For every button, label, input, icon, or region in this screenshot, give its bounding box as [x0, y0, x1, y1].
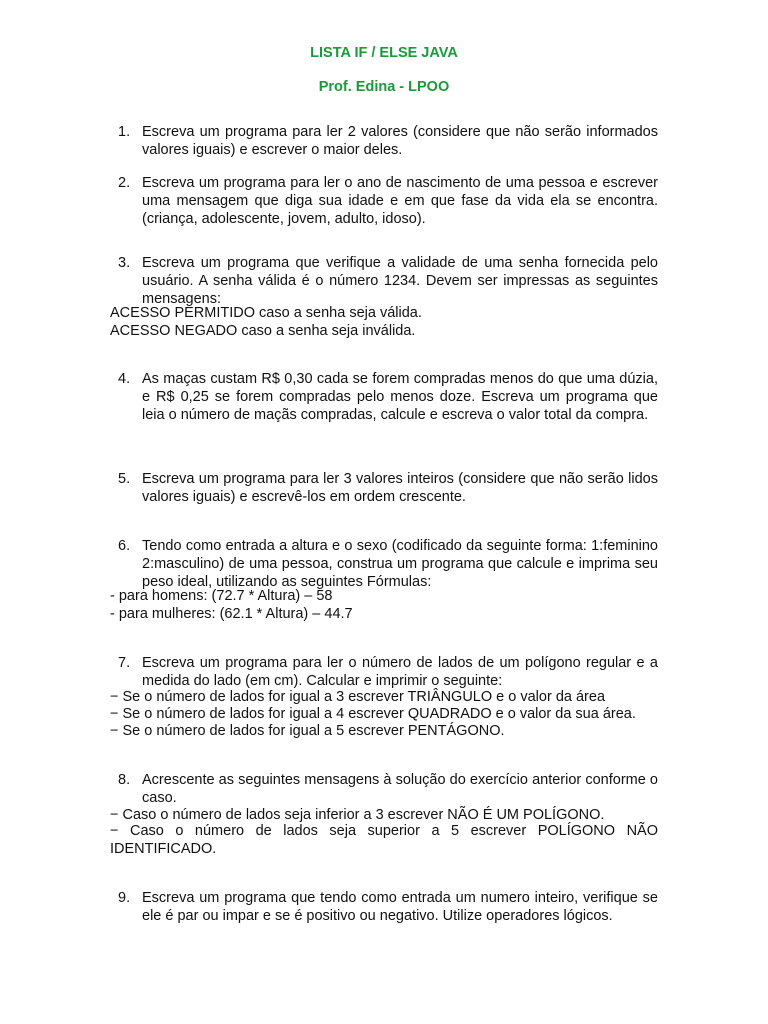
question-7-case-square: − Se o número de lados for igual a 4 escrever QUADRADO e o valor da sua área.	[110, 706, 636, 722]
question-text: Escreva um programa para ler o número de lados de um polígono regular e a medida do lado (em cm). Calcular e imprimir o seguinte:	[142, 655, 658, 689]
question-7-case-pentagon: − Se o número de lados for igual a 5 escrever PENTÁGONO.	[110, 723, 505, 739]
question-6-formula-women: - para mulheres: (62.1 * Altura) – 44.7	[110, 606, 353, 622]
document-subtitle: Prof. Edina - LPOO	[318, 79, 450, 95]
question-text: Escreva um programa para ler 3 valores inteiros (considere que não serão lidos valores iguais) e escrevê-los em ordem crescente.	[142, 471, 658, 505]
question-3-message-denied: ACESSO NEGADO caso a senha seja inválida.	[110, 323, 416, 339]
question-number: 5.	[118, 471, 131, 487]
document-title: LISTA IF / ELSE JAVA	[310, 45, 458, 61]
question-6	[110, 537, 658, 591]
question-number: 8.	[118, 772, 131, 788]
question-number: 9.	[118, 890, 131, 906]
question-8-case-superior: − Caso o número de lados seja superior a 5 escrever POLÍGONO NÃO IDENTIFICADO.	[110, 823, 658, 857]
question-8-case-inferior: − Caso o número de lados seja inferior a 3 escrever NÃO É UM POLÍGONO.	[110, 807, 605, 823]
question-text: Tendo como entrada a altura e o sexo (codificado da seguinte forma: 1:feminino 2:masculino) de uma pessoa, construa um programa que calcule e imprima seu peso ideal, utilizando as seguintes Fórmulas:	[142, 538, 658, 590]
question-number: 6.	[118, 538, 131, 554]
question-text: As maças custam R$ 0,30 cada se forem compradas menos do que uma dúzia, e R$ 0,25 se forem compradas pelo menos doze. Escreva um programa que leia o número de maçãs compradas, calcule e escreva o valor total da compra.	[142, 371, 658, 423]
question-7	[110, 654, 658, 690]
question-text: Acrescente as seguintes mensagens à solução do exercício anterior conforme o caso.	[142, 772, 658, 806]
question-7-case-triangle: − Se o número de lados for igual a 3 escrever TRIÂNGULO e o valor da área	[110, 689, 606, 705]
question-number: 4.	[118, 371, 131, 387]
question-text: Escreva um programa que tendo como entrada um numero inteiro, verifique se ele é par ou impar e se é positivo ou negativo. Utilize operadores lógicos.	[142, 890, 658, 924]
question-3-message-granted: ACESSO PERMITIDO caso a senha seja válida.	[110, 305, 422, 321]
question-6-formula-men: - para homens: (72.7 * Altura) – 58	[110, 588, 333, 604]
question-4	[110, 370, 658, 424]
question-number: 3.	[118, 255, 131, 271]
question-number: 1.	[118, 124, 131, 140]
question-text: Escreva um programa para ler o ano de nascimento de uma pessoa e escrever uma mensagem que diga sua idade e em que fase da vida ela se encontra. (criança, adolescente, jovem, adulto, idoso).	[142, 175, 658, 227]
question-9	[110, 889, 658, 925]
question-5	[110, 470, 658, 506]
question-number: 7.	[118, 655, 131, 671]
question-8	[110, 771, 658, 807]
question-text: Escreva um programa que verifique a validade de uma senha fornecida pelo usuário. A senha válida é o número 1234. Devem ser impressas as seguintes mensagens:	[142, 255, 658, 307]
question-text: Escreva um programa para ler 2 valores (considere que não serão informados valores iguais) e escrever o maior deles.	[142, 124, 658, 158]
question-1	[110, 123, 658, 159]
question-2	[110, 174, 658, 228]
question-3	[110, 254, 658, 308]
question-number: 2.	[118, 175, 131, 191]
